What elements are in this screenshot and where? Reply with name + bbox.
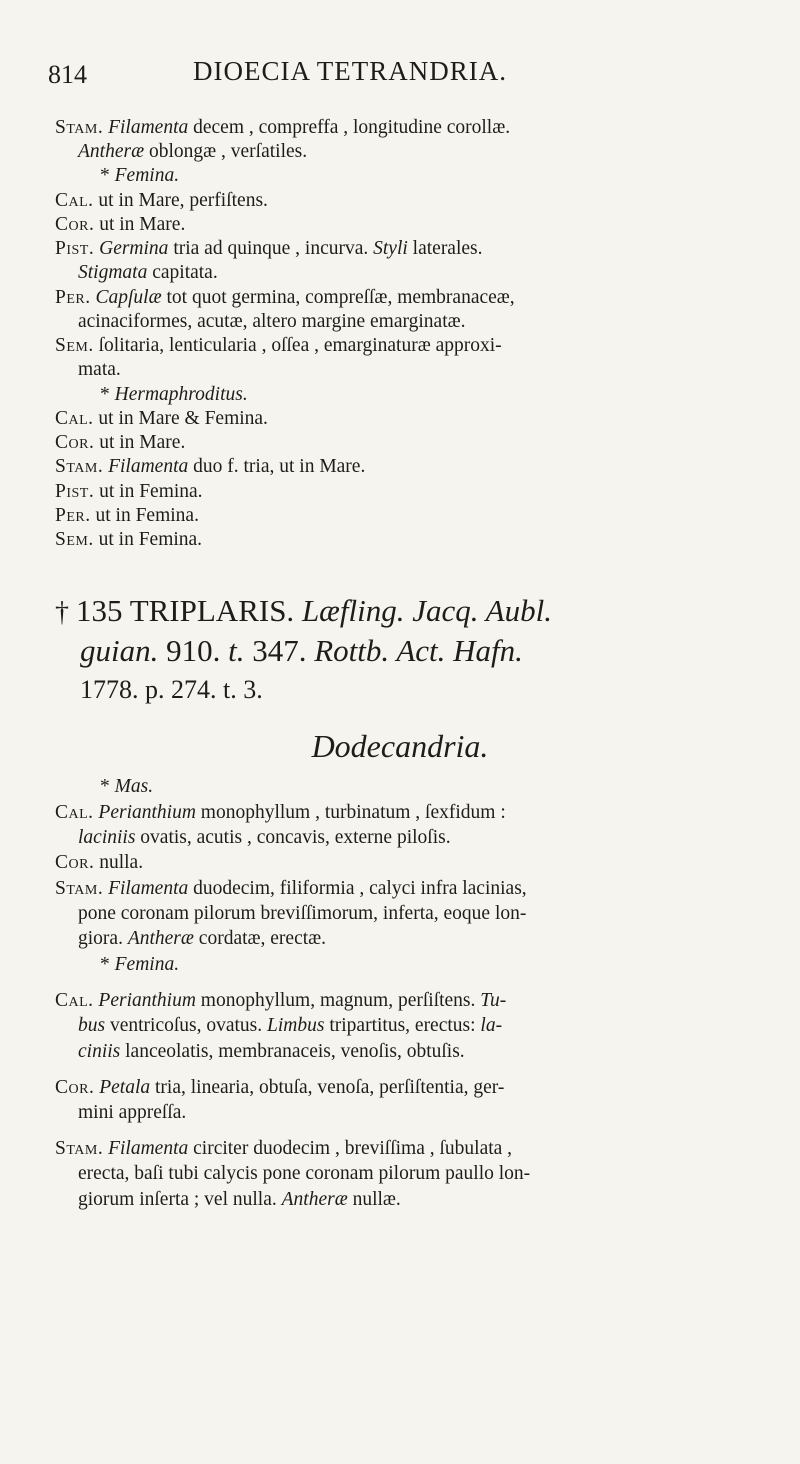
italic-term: laciniis (78, 827, 136, 848)
italic-term: Filamenta (103, 878, 189, 899)
line-text: ut in Femina. (93, 529, 203, 550)
text-line (55, 286, 755, 310)
text-line (55, 431, 755, 455)
text-line (55, 504, 755, 528)
italic-term: Petala (94, 1077, 151, 1098)
italic-term: Femina. (114, 165, 180, 186)
line-text: duo f. tria, ut in Mare. (188, 456, 366, 477)
running-head: DIOECIA TETRANDRIA. (193, 56, 507, 86)
text-line (55, 851, 755, 875)
text-line (78, 1188, 778, 1212)
line-text: ut in Mare & Femina. (93, 408, 268, 429)
text-line (78, 1101, 778, 1125)
line-text: pone coronam pilorum breviſſimorum, inferta, eoque lon- (78, 903, 527, 924)
text-line (55, 213, 755, 237)
genus-heading-line (55, 592, 552, 632)
line-text: tria ad quinque , incurva. (168, 238, 374, 259)
italic-term: Perianthium (93, 802, 196, 823)
line-text: ut in Femina. (94, 481, 203, 502)
line-text: acinaciformes, acutæ, altero margine emarginatæ. (78, 311, 466, 332)
text-line (55, 1076, 755, 1100)
italic-term: Limbus (267, 1015, 325, 1036)
text-line (100, 953, 800, 977)
text-line (100, 383, 800, 407)
line-text: duodecim, filiformia , calyci infra lacinias, (188, 878, 527, 899)
genus-reference: Rottb. Act. Hafn. (314, 633, 523, 668)
organ-label: Cal. (55, 802, 94, 823)
italic-term: Antheræ (78, 141, 145, 162)
line-text: laterales. (407, 238, 483, 259)
text-line (55, 407, 755, 431)
text-line (78, 1014, 778, 1038)
line-text: mini appreſſa. (78, 1102, 187, 1123)
italic-term: Hermaphroditus. (114, 384, 248, 405)
italic-term: Tu- (480, 990, 507, 1011)
organ-label: Cor. (55, 432, 95, 453)
star-marker: * (100, 954, 115, 975)
organ-label: Cor. (55, 852, 95, 873)
italic-term: Femina. (114, 954, 180, 975)
genus-heading-line (80, 671, 263, 709)
line-text: ventricoſus, ovatus. (105, 1015, 268, 1036)
organ-label: Stam. (55, 878, 104, 899)
star-marker: * (100, 165, 115, 186)
star-marker: * (100, 384, 115, 405)
organ-label: Sem. (55, 529, 94, 550)
genus-reference: 910. (158, 633, 229, 668)
line-text: tria, linearia, obtuſa, venoſa, perſiſtentia, ger- (150, 1077, 505, 1098)
text-line (78, 1040, 778, 1064)
text-line (55, 801, 755, 825)
text-line (78, 261, 778, 285)
text-line (78, 1162, 778, 1186)
italic-term: Mas. (114, 776, 154, 797)
text-line (55, 189, 755, 213)
italic-term: la- (480, 1015, 503, 1036)
text-line (55, 989, 755, 1013)
text-line (78, 310, 778, 334)
genus-authorities: Læfling. Jacq. Aubl. (301, 593, 552, 628)
organ-label: Stam. (55, 117, 104, 138)
genus-reference: guian. (80, 633, 159, 668)
organ-label: Per. (55, 287, 91, 308)
text-line (55, 528, 755, 552)
italic-term: Antheræ (281, 1189, 348, 1210)
organ-label: Cal. (55, 990, 94, 1011)
italic-term: Germina (94, 238, 169, 259)
organ-label: Cal. (55, 190, 94, 211)
italic-term: Stigmata (78, 262, 148, 283)
organ-label: Per. (55, 505, 91, 526)
star-marker: * (100, 776, 115, 797)
organ-label: Pist. (55, 238, 95, 259)
genus-heading-line (80, 632, 523, 670)
genus-name: 135 TRIPLARIS. (76, 593, 302, 628)
genus-reference: 347. (244, 633, 315, 668)
line-text: mata. (78, 359, 121, 380)
organ-label: Stam. (55, 1138, 104, 1159)
line-text: circiter duodecim , breviſſima , ſubulata , (188, 1138, 513, 1159)
text-line (100, 164, 800, 188)
organ-label: Stam. (55, 456, 104, 477)
text-line (55, 455, 755, 479)
genus-reference: t. (228, 633, 245, 668)
organ-label: Sem. (55, 335, 94, 356)
line-text: ut in Mare, perfiſtens. (93, 190, 268, 211)
line-text: giora. (78, 928, 128, 949)
line-text: ovatis, acutis , concavis, externe piloſis. (135, 827, 451, 848)
italic-term: Filamenta (103, 1138, 189, 1159)
line-text: ut in Mare. (94, 432, 186, 453)
text-line (100, 775, 800, 799)
organ-label: Cor. (55, 214, 95, 235)
italic-term: Styli (373, 238, 408, 259)
text-line (78, 358, 778, 382)
italic-term: bus (78, 1015, 106, 1036)
text-line (78, 140, 778, 164)
section-title: Dodecandria. (311, 728, 489, 764)
text-line (78, 826, 778, 850)
italic-term: Antheræ (127, 928, 194, 949)
line-text: nulla. (94, 852, 144, 873)
italic-term: Capſulæ (90, 287, 162, 308)
organ-label: Cal. (55, 408, 94, 429)
italic-term: Filamenta (108, 117, 189, 138)
dagger-marker: † (55, 597, 76, 628)
line-text: cordatæ, erectæ. (193, 928, 327, 949)
text-line (55, 480, 755, 504)
text-line (55, 237, 755, 261)
line-text: tripartitus, erectus: (324, 1015, 481, 1036)
text-line (55, 877, 755, 901)
line-text: oblongæ , verſatiles. (144, 141, 308, 162)
line-text: monophyllum, magnum, perſiſtens. (195, 990, 481, 1011)
text-line (55, 1137, 755, 1161)
text-line (55, 334, 755, 358)
genus-reference: 1778. p. 274. t. 3. (80, 675, 263, 704)
line-text: monophyllum , turbinatum , ſexfidum : (195, 802, 506, 823)
italic-term: ciniis (78, 1041, 121, 1062)
line-text: nullæ. (347, 1189, 401, 1210)
line-text: capitata. (147, 262, 218, 283)
line-text: tot quot germina, compreſſæ, membranaceæ, (161, 287, 515, 308)
page-header (48, 56, 768, 96)
organ-label: Pist. (55, 481, 95, 502)
line-text: ut in Mare. (94, 214, 186, 235)
line-text: decem , compreffa , longitudine corollæ. (188, 117, 511, 138)
italic-term: Filamenta (103, 456, 189, 477)
italic-term: Perianthium (93, 990, 196, 1011)
line-text: erecta, baſi tubi calycis pone coronam pilorum paullo lon- (78, 1163, 531, 1184)
line-text: ſolitaria, lenticularia , oſſea , emarginaturæ approxi- (93, 335, 502, 356)
line-text: giorum inſerta ; vel nulla. (78, 1189, 282, 1210)
line-text: ut in Femina. (90, 505, 199, 526)
line-text: lanceolatis, membranaceis, venoſis, obtuſis. (120, 1041, 465, 1062)
page-number: 814 (48, 60, 87, 89)
text-line (78, 927, 778, 951)
text-line (78, 902, 778, 926)
text-line (55, 116, 755, 140)
organ-label: Cor. (55, 1077, 95, 1098)
